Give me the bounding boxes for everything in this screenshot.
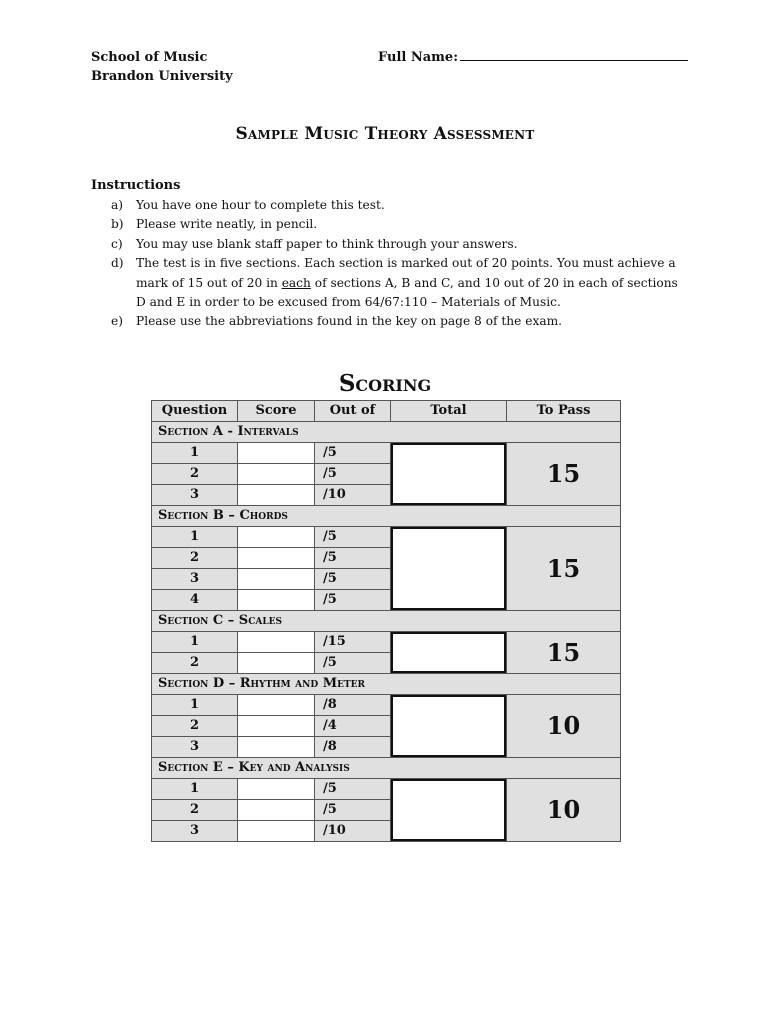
- full-name-label: Full Name:: [378, 50, 458, 65]
- column-header-score: Score: [238, 401, 315, 422]
- instruction-text: You may use blank staff paper to think through your answers.: [136, 236, 518, 251]
- scoring-table: [151, 400, 621, 842]
- out-of-value: /15: [315, 632, 391, 653]
- instruction-text: of sections A, B and C, and 10 out of 20 in each of sections D and E in order to be excused from 64/67:110 – Materials of Music.: [136, 275, 678, 310]
- instruction-text: Please write neatly, in pencil.: [136, 217, 318, 232]
- score-input-cell[interactable]: [238, 485, 315, 506]
- column-header-out-of: Out of: [315, 401, 391, 422]
- score-input-cell[interactable]: [238, 443, 315, 464]
- instruction-item: [91, 196, 691, 215]
- instructions-list: [91, 196, 691, 332]
- question-number: 2: [152, 800, 238, 821]
- score-input-cell[interactable]: [238, 632, 315, 653]
- out-of-value: /8: [315, 695, 391, 716]
- section-title: Section B – Chords: [152, 506, 621, 527]
- instruction-text: You have one hour to complete this test.: [136, 198, 385, 212]
- section-title: Section E – Key and Analysis: [152, 758, 621, 779]
- scoring-header-row: [152, 401, 621, 422]
- instruction-label: c): [111, 236, 123, 251]
- out-of-value: /5: [315, 590, 391, 611]
- to-pass-value: 15: [507, 527, 621, 611]
- out-of-value: /5: [315, 443, 391, 464]
- total-box[interactable]: [391, 632, 506, 673]
- score-input-cell[interactable]: [238, 527, 315, 548]
- out-of-value: /5: [315, 464, 391, 485]
- question-number: 1: [152, 695, 238, 716]
- question-number: 2: [152, 548, 238, 569]
- instruction-item: [91, 312, 691, 331]
- question-number: 3: [152, 821, 238, 842]
- out-of-value: /10: [315, 485, 391, 506]
- university-name: Brandon University: [91, 69, 233, 84]
- question-number: 3: [152, 485, 238, 506]
- header-school-info: [91, 48, 233, 86]
- to-pass-value: 10: [507, 695, 621, 758]
- total-box[interactable]: [391, 779, 506, 841]
- score-input-cell[interactable]: [238, 464, 315, 485]
- instruction-label: a): [111, 198, 124, 212]
- table-row: [152, 443, 621, 464]
- instruction-item: [91, 235, 691, 254]
- out-of-value: /5: [315, 779, 391, 800]
- section-row: [152, 758, 621, 779]
- out-of-value: /5: [315, 569, 391, 590]
- instructions-heading: Instructions: [91, 178, 181, 193]
- instruction-item: [91, 254, 691, 312]
- question-number: 2: [152, 716, 238, 737]
- score-input-cell[interactable]: [238, 716, 315, 737]
- section-total-cell[interactable]: [391, 443, 507, 506]
- section-row: [152, 506, 621, 527]
- score-input-cell[interactable]: [238, 590, 315, 611]
- total-box[interactable]: [391, 443, 506, 505]
- score-input-cell[interactable]: [238, 779, 315, 800]
- table-row: [152, 632, 621, 653]
- question-number: 2: [152, 653, 238, 674]
- out-of-value: /5: [315, 527, 391, 548]
- instruction-text: The test is in five sections. Each section is marked out of 20 points. You must achieve a mark of 15 out of 20 in: [136, 256, 676, 290]
- to-pass-value: 15: [507, 443, 621, 506]
- instruction-text: Please use the abbreviations found in the key on page 8 of the exam.: [136, 314, 563, 329]
- out-of-value: /4: [315, 716, 391, 737]
- section-title: Section A - Intervals: [152, 422, 621, 443]
- instruction-emphasis: each: [281, 275, 311, 290]
- out-of-value: /5: [315, 548, 391, 569]
- table-row: [152, 779, 621, 800]
- page-title: Sample Music Theory Assessment: [235, 124, 535, 144]
- instruction-label: b): [111, 217, 124, 232]
- score-input-cell[interactable]: [238, 569, 315, 590]
- score-input-cell[interactable]: [238, 653, 315, 674]
- column-header-total: Total: [391, 401, 507, 422]
- instruction-item: [91, 215, 691, 234]
- question-number: 1: [152, 779, 238, 800]
- section-title: Section C – Scales: [152, 611, 621, 632]
- school-name: School of Music: [91, 50, 208, 65]
- score-input-cell[interactable]: [238, 548, 315, 569]
- section-title: Section D – Rhythm and Meter: [152, 674, 621, 695]
- section-total-cell[interactable]: [391, 695, 507, 758]
- out-of-value: /10: [315, 821, 391, 842]
- full-name-field[interactable]: [378, 48, 688, 67]
- section-row: [152, 674, 621, 695]
- table-row: [152, 695, 621, 716]
- out-of-value: /8: [315, 737, 391, 758]
- out-of-value: /5: [315, 800, 391, 821]
- score-input-cell[interactable]: [238, 737, 315, 758]
- question-number: 1: [152, 632, 238, 653]
- section-row: [152, 611, 621, 632]
- question-number: 3: [152, 569, 238, 590]
- instruction-label: e): [111, 314, 123, 329]
- column-header-to-pass: To Pass: [507, 401, 621, 422]
- to-pass-value: 10: [507, 779, 621, 842]
- total-box[interactable]: [391, 527, 506, 610]
- to-pass-value: 15: [507, 632, 621, 674]
- score-input-cell[interactable]: [238, 695, 315, 716]
- column-header-question: Question: [152, 401, 238, 422]
- out-of-value: /5: [315, 653, 391, 674]
- section-total-cell[interactable]: [391, 779, 507, 842]
- table-row: [152, 527, 621, 548]
- section-total-cell[interactable]: [391, 527, 507, 611]
- instruction-label: d): [111, 256, 124, 271]
- section-row: [152, 422, 621, 443]
- total-box[interactable]: [391, 695, 506, 757]
- section-total-cell[interactable]: [391, 632, 507, 674]
- question-number: 2: [152, 464, 238, 485]
- score-input-cell[interactable]: [238, 821, 315, 842]
- full-name-blank-line[interactable]: [460, 48, 688, 61]
- scoring-title: Scoring: [338, 370, 432, 397]
- question-number: 1: [152, 527, 238, 548]
- question-number: 3: [152, 737, 238, 758]
- question-number: 1: [152, 443, 238, 464]
- question-number: 4: [152, 590, 238, 611]
- score-input-cell[interactable]: [238, 800, 315, 821]
